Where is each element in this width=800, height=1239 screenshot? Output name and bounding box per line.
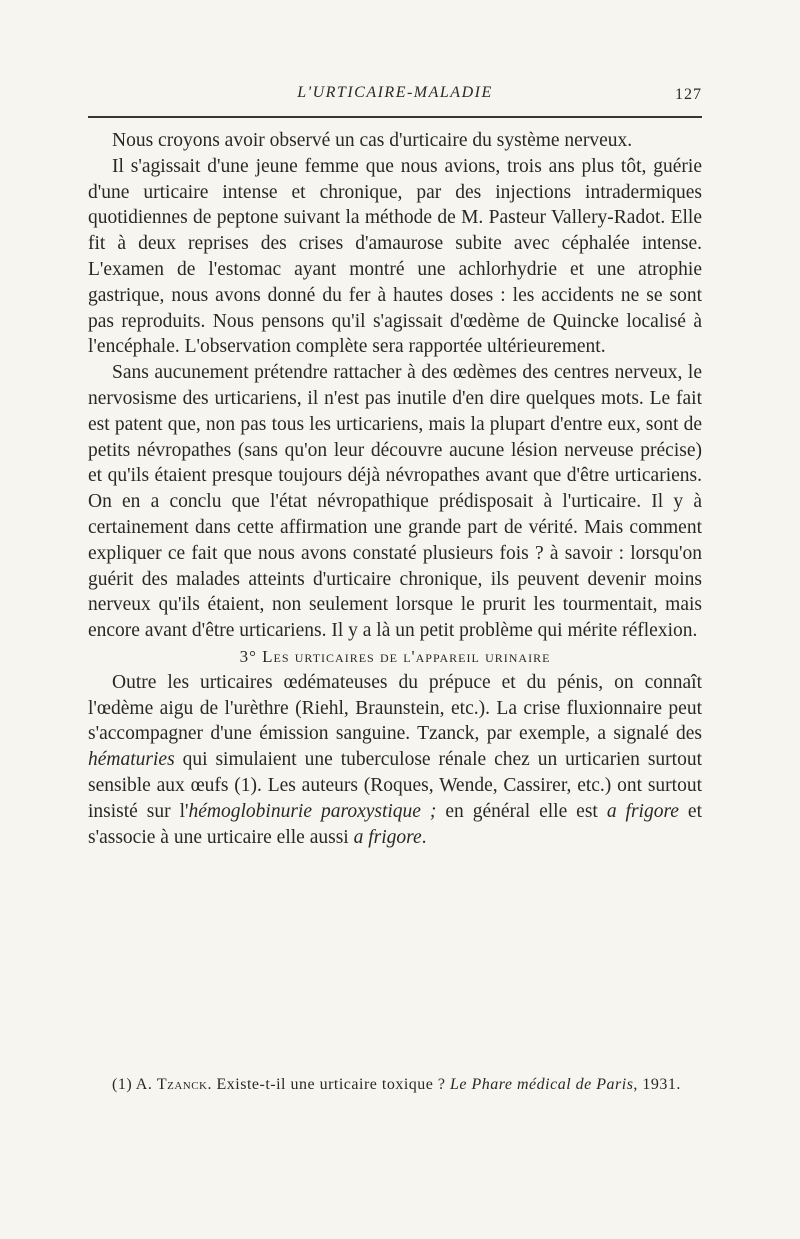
footnote (88, 1074, 702, 1096)
paragraph-3: Sans aucunement prétendre rattacher à des œdèmes des centres nerveux, le nervosisme des urticariens, il n'est pas inutile d'en dire quelques mots. Le fait est patent que, non pas tous les urticariens, mais la plupart d'entre eux, sont de petits névropathes (sans qu'on leur découvre aucune lésion nerveuse précise) et qu'ils étaient presque toujours déjà névropathes avant que d'être urticariens. On en a conclu que l'état névropathique prédisposait à l'urticaire. Il y à certainement dans cette affirmation une grande part de vérité. Mais comment expliquer ce fait que nous avons constaté plusieurs fois ? à savoir : lorsqu'on guérit des malades atteints d'urticaire chronique, ils peuvent devenir moins nerveux qu'ils étaient, non seulement lorsque le prurit les tourmentait, mais encore avant d'être urticariens. Il y a là un petit problème qui mérite réflexion. (88, 362, 702, 642)
running-header (88, 84, 702, 108)
footnote-year: , 1931. (633, 1076, 681, 1093)
paragraph-4-italic-hemoglobinurie: hémoglobinurie paroxystique ; (188, 800, 437, 822)
header-rule (88, 116, 702, 118)
section-heading: 3° Les urticaires de l'appareil urinaire (239, 646, 551, 666)
footnote-source: Le Phare médical de Paris (449, 1076, 634, 1093)
paragraph-4-italic-a-frigore-2: a frigore (353, 826, 422, 848)
paragraph-4-text-g: et s'associe à une urticaire elle aussi (88, 800, 702, 848)
page-number: 127 (675, 86, 702, 103)
footnote-marker: (1) A. (112, 1076, 157, 1093)
paragraph-4-italic-hematuries: hématuries (88, 749, 175, 771)
footnote-text: . Existe-t-il une urticaire toxique ? (207, 1076, 450, 1093)
paragraph-4-text-a: Outre les urticaires œdémateuses du prépuce et du pénis, on connaît l'œdème aigu de l'urèthre (Riehl, Braunstein, etc.). La crise fluxionnaire peut s'accompagner d'une émission sanguine. Tzanck, par exemple, a signalé des (88, 671, 702, 745)
paragraph-1: Nous croyons avoir observé un cas d'urticaire du système nerveux. (112, 130, 633, 151)
paragraph-4 (88, 670, 702, 851)
running-title: L'URTICAIRE-MALADIE (297, 84, 493, 101)
paragraph-4-italic-a-frigore-1: a frigore (606, 800, 679, 822)
footnote-author: Tzanck (156, 1076, 208, 1093)
paragraph-4-text-c: qui simulaient une tuberculose rénale chez un urticarien surtout sensible aux œufs (1). Les auteurs (Roques, Wende, Cassirer, etc.) ont surtout insisté sur l' (88, 749, 702, 822)
paragraph-2: Il s'agissait d'une jeune femme que nous avions, trois ans plus tôt, guérie d'une urticaire intense et chronique, par des injections intradermiques quotidiennes de peptone suivant la méthode de M. Pasteur Vallery-Radot. Elle fit à deux reprises des crises d'amaurose subite avec céphalée intense. L'examen de l'estomac ayant montré une achlorhydrie et une atrophie gastrique, nous avons donné du fer à hautes doses : les accidents ne se sont pas reproduits. Nous pensons qu'il s'agissait d'œdème de Quincke localisé à l'encéphale. L'observation complète sera rapportée ultérieurement. (88, 155, 702, 358)
paragraph-4-text-i: . (421, 826, 427, 848)
paragraph-4-text-e: en général elle est (436, 800, 607, 822)
body-text (88, 128, 702, 850)
